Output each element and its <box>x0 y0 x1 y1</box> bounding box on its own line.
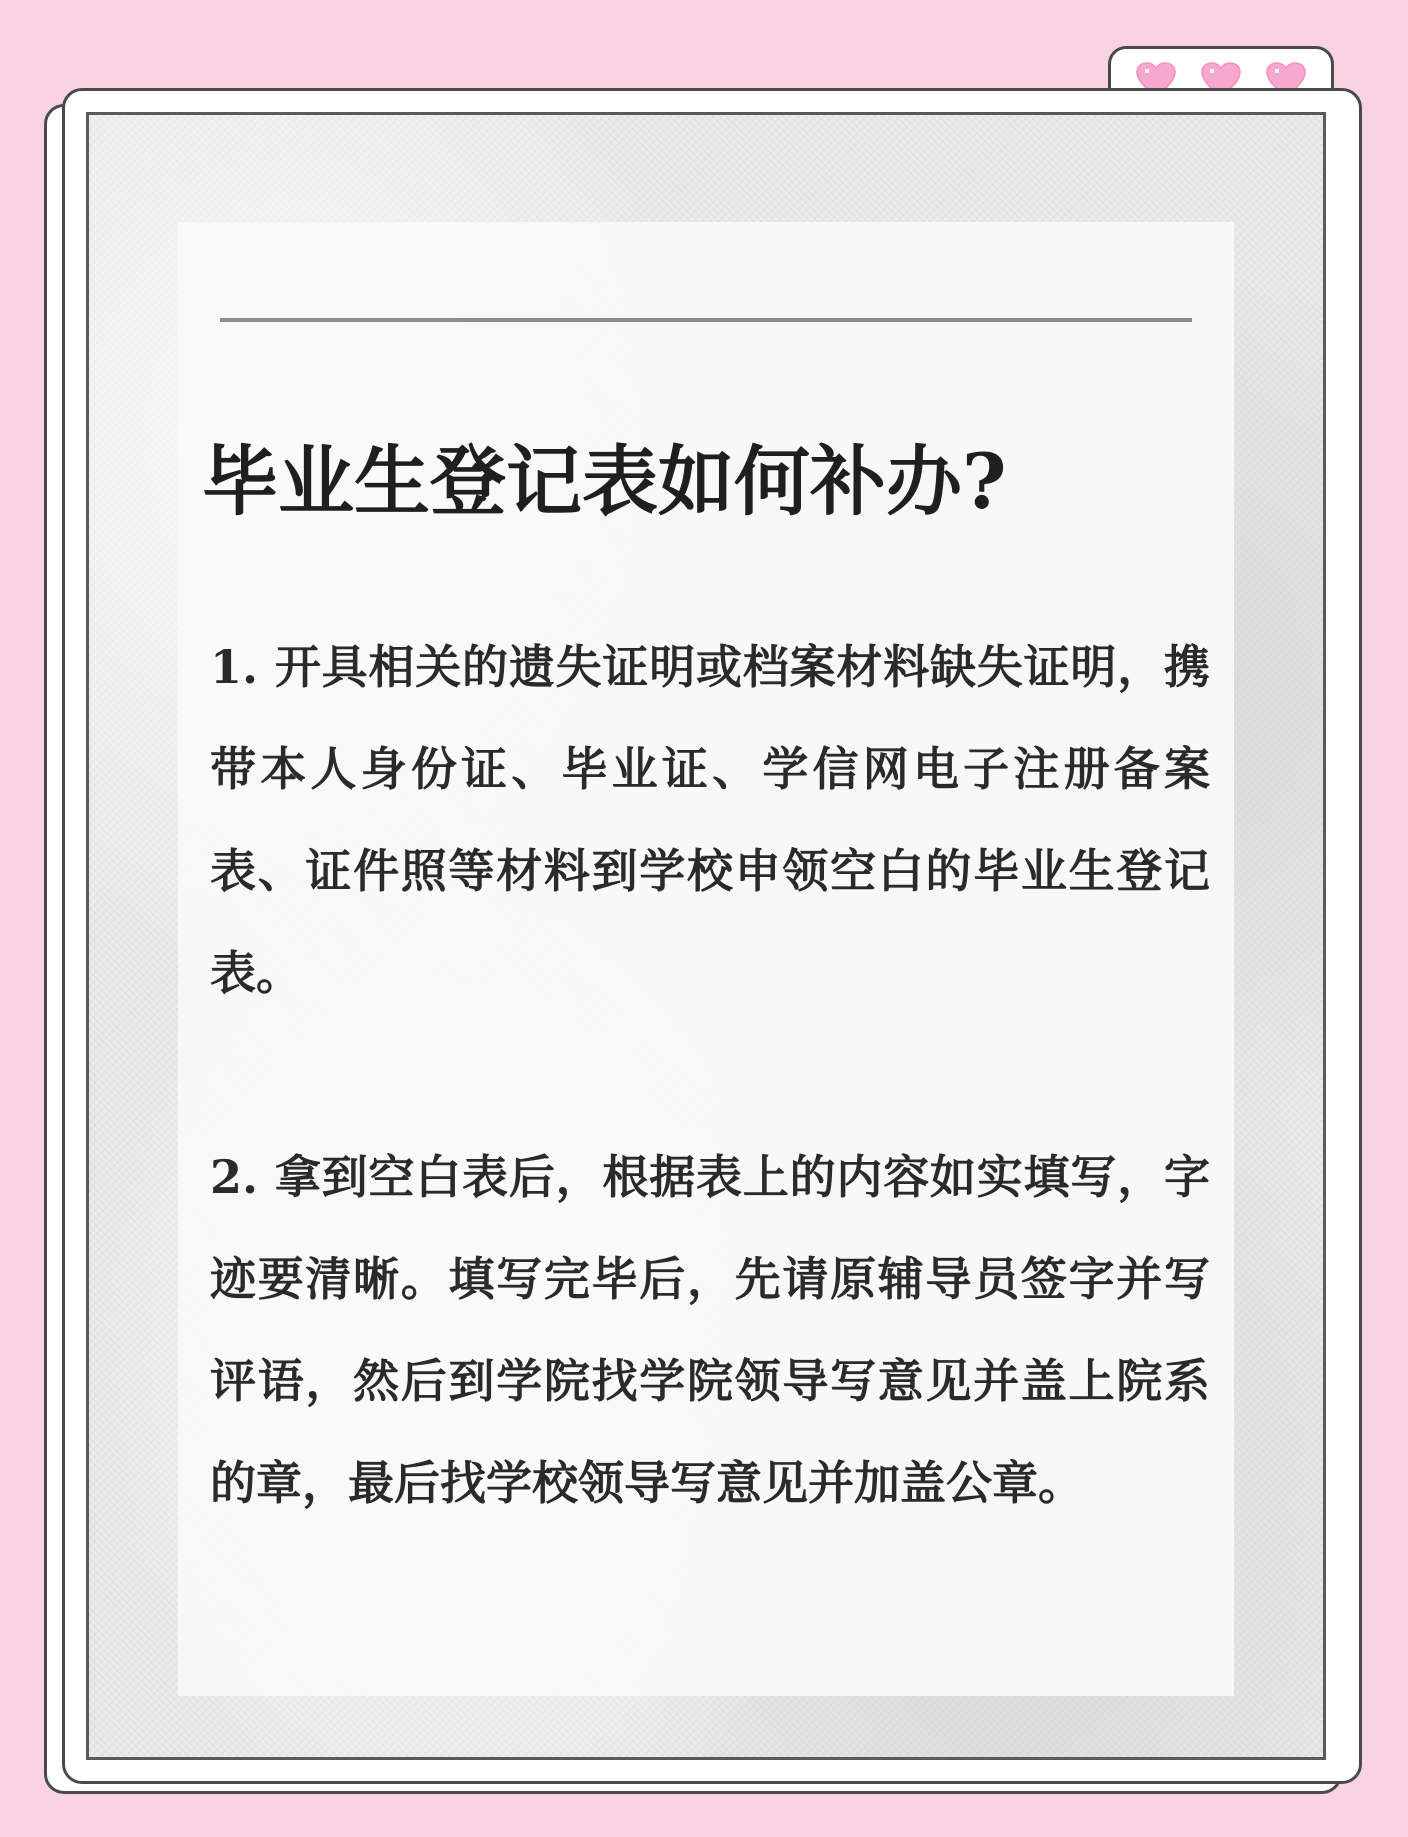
paragraph-step-2: 2. 拿到空白表后，根据表上的内容如实填写，字迹要清晰。填写完毕后，先请原辅导员签字并写评语，然后到学院找学院领导写意见并盖上院系的章，最后找学校领导写意见并加盖公章。 <box>210 1150 1210 1510</box>
paragraph-step-1: 1. 开具相关的遗失证明或档案材料缺失证明，携带本人身份证、毕业证、学信网电子注册备案表、证件照等材料到学校申领空白的毕业生登记表。 <box>210 640 1210 1000</box>
content-panel <box>178 222 1234 1696</box>
page-title: 毕业生登记表如何补办? <box>202 437 1007 526</box>
divider-line <box>220 318 1192 322</box>
